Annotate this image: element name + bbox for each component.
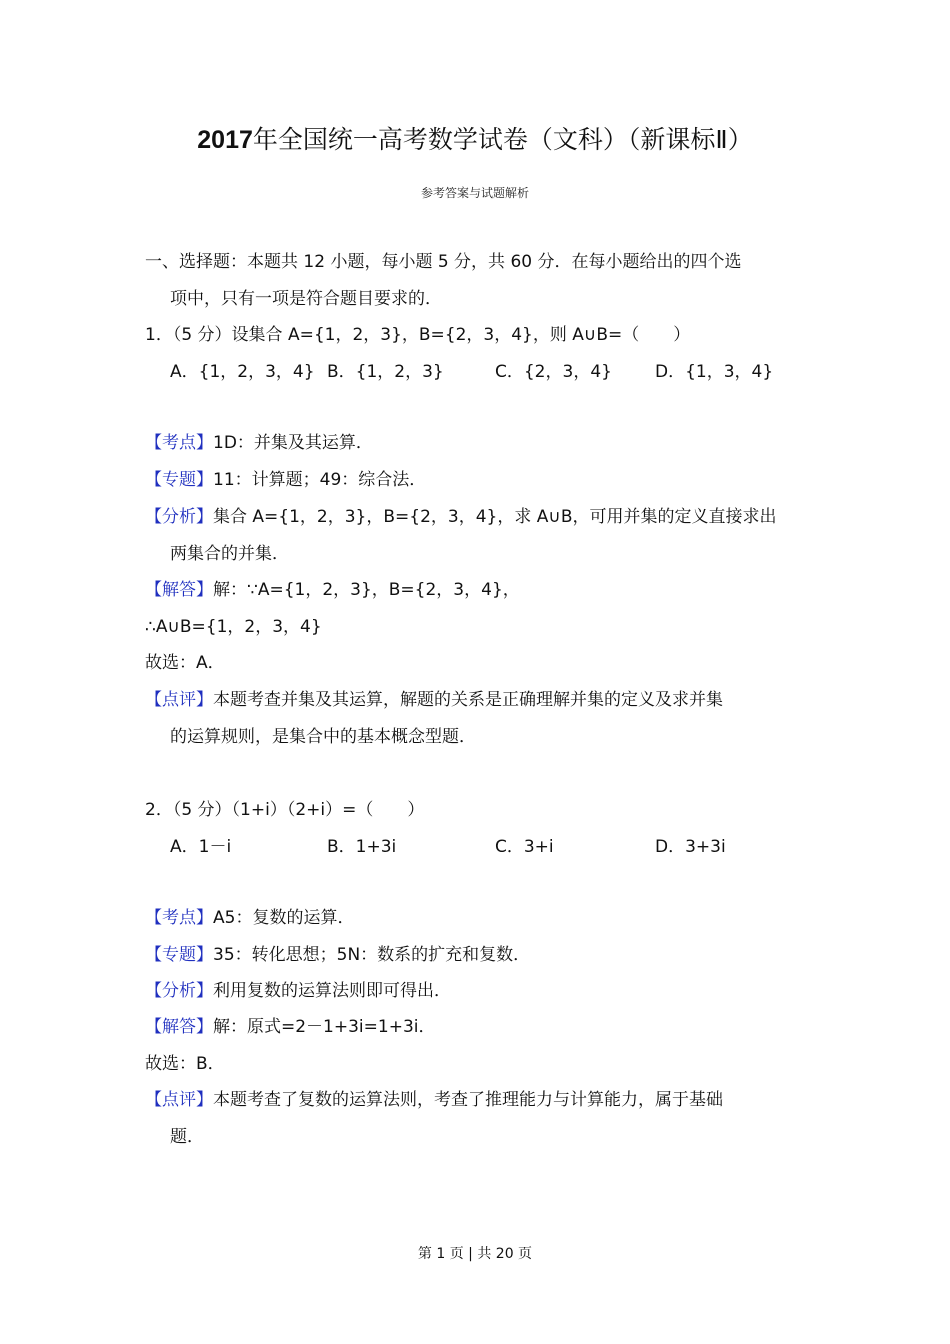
label: 【考点】 xyxy=(145,908,213,928)
subtitle: 参考答案与试题解析 xyxy=(420,186,529,200)
label: 【专题】 xyxy=(145,470,213,490)
label: 【点评】 xyxy=(145,690,213,710)
text: A5：复数的运算． xyxy=(213,908,355,928)
q1-fenxi-cont: 两集合的并集． xyxy=(170,544,289,564)
section-heading-cont: 项中，只有一项是符合题目要求的． xyxy=(170,289,442,309)
label: 【考点】 xyxy=(145,433,213,453)
title-text: 年全国统一高考数学试卷（文科）（新课标Ⅱ） xyxy=(252,125,753,154)
q2-fenxi xyxy=(145,979,451,1003)
text: 本题考查了复数的运算法则，考查了推理能力与计算能力，属于基础 xyxy=(213,1090,723,1110)
q1-option-c: C．{2，3，4} xyxy=(495,362,612,382)
page-title xyxy=(0,122,950,158)
label: 【点评】 xyxy=(145,1090,213,1110)
q1-option-a: A．{1，2，3，4} xyxy=(170,362,315,382)
q2-answer: 故选：B． xyxy=(145,1054,225,1074)
label: 【分析】 xyxy=(145,507,213,527)
title-year: 2017 xyxy=(197,126,253,154)
label: 【解答】 xyxy=(145,1017,213,1037)
q2-jieda xyxy=(145,1015,436,1039)
q1-option-b: B．{1，2，3} xyxy=(327,362,444,382)
label: 【专题】 xyxy=(145,945,213,965)
q2-dianping-cont: 题． xyxy=(170,1127,204,1147)
text: 解：原式=2－1+3i=1+3i． xyxy=(213,1017,436,1037)
text: 利用复数的运算法则即可得出． xyxy=(213,981,451,1001)
q2-option-c: C．3+i xyxy=(495,837,554,857)
label: 【解答】 xyxy=(145,580,213,600)
q1-kaodian xyxy=(145,431,373,455)
question-2-stem: 2．（5 分）（1+i）（2+i）=（ ） xyxy=(145,800,425,820)
q1-answer: 故选：A． xyxy=(145,653,225,673)
q1-fenxi xyxy=(145,505,776,529)
text: 11：计算题；49：综合法． xyxy=(213,470,427,490)
q1-zhuanti xyxy=(145,468,426,492)
q1-dianping-cont: 的运算规则，是集合中的基本概念型题． xyxy=(170,727,476,747)
q2-dianping xyxy=(145,1088,723,1112)
text: 1D：并集及其运算． xyxy=(213,433,373,453)
q1-option-d: D．{1，3，4} xyxy=(655,362,774,382)
q2-zhuanti xyxy=(145,943,530,967)
q2-option-a: A．1－i xyxy=(170,837,232,857)
q2-kaodian xyxy=(145,906,354,930)
text: 集合 A={1，2，3}，B={2，3，4}，求 A∪B，可用并集的定义直接求出 xyxy=(213,507,777,527)
q1-jieda-cont: ∴A∪B={1，2，3，4} xyxy=(145,617,322,637)
q2-option-d: D．3+3i xyxy=(655,837,726,857)
section-heading: 一、选择题：本题共 12 小题，每小题 5 分，共 60 分．在每小题给出的四个选 xyxy=(145,252,742,272)
question-1-stem: 1．（5 分）设集合 A={1，2，3}，B={2，3，4}，则 A∪B=（ ） xyxy=(145,325,691,345)
text: 解：∵A={1，2，3}，B={2，3，4}， xyxy=(213,580,520,600)
text: 35：转化思想；5N：数系的扩充和复数． xyxy=(213,945,531,965)
label: 【分析】 xyxy=(145,981,213,1001)
q1-dianping xyxy=(145,688,723,712)
page-footer: 第 1 页 | 共 20 页 xyxy=(417,1246,533,1262)
q2-option-b: B．1+3i xyxy=(327,837,397,857)
q1-jieda xyxy=(145,578,520,602)
text: 本题考查并集及其运算，解题的关系是正确理解并集的定义及求并集 xyxy=(213,690,723,710)
